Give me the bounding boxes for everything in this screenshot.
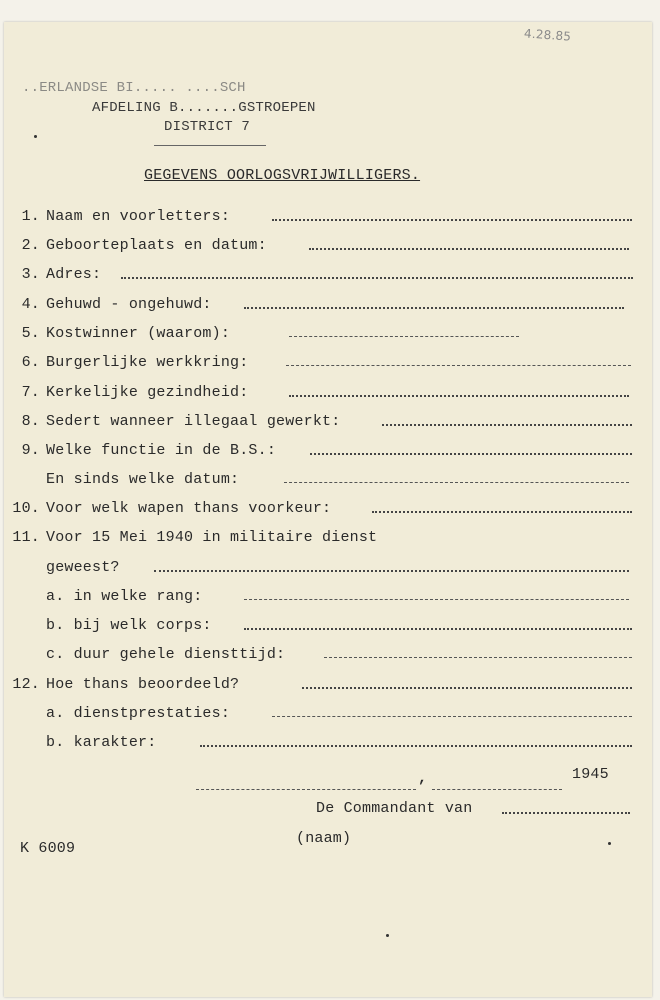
header-line-1: ..ERLANDSE BI..... ....SCH [22, 80, 246, 96]
form-item-1 [4, 208, 230, 225]
item-number: 8. [21, 413, 40, 430]
fill-line [289, 336, 519, 337]
item-label: b. karakter: [46, 734, 157, 751]
fill-line [244, 307, 624, 309]
form-item-11a [4, 588, 202, 605]
form-item-11-geweest [4, 559, 120, 576]
item-label: Kerkelijke gezindheid: [46, 384, 249, 401]
document-page [4, 22, 652, 997]
form-item-9b [4, 471, 239, 488]
item-number: 6. [21, 354, 40, 371]
item-label: Hoe thans beoordeeld? [46, 676, 240, 693]
commandant-label: De Commandant van [316, 800, 473, 817]
fill-line [309, 248, 629, 250]
item-number: 9. [21, 442, 40, 459]
fill-line [272, 219, 632, 221]
item-number: 3. [21, 266, 40, 283]
item-label: Naam en voorletters: [46, 208, 231, 225]
item-number: 10. [12, 500, 40, 517]
form-item-11c [4, 646, 285, 663]
item-label: a. dienstprestaties: [46, 705, 231, 722]
item-label: b. bij welk corps: [46, 617, 212, 634]
fill-line [289, 395, 629, 397]
fill-line [310, 453, 632, 455]
commandant-fill-line [502, 812, 630, 814]
form-item-10 [4, 500, 331, 517]
form-item-12b [4, 734, 156, 751]
form-item-4 [4, 296, 212, 313]
fill-line [272, 716, 632, 717]
item-number: 4. [21, 296, 40, 313]
item-number: 12. [12, 676, 40, 693]
date-comma: , [418, 770, 428, 787]
item-label: Geboorteplaats en datum: [46, 237, 267, 254]
fill-line [200, 745, 632, 747]
form-item-2 [4, 237, 267, 254]
fill-line [302, 687, 632, 689]
fill-line [244, 628, 632, 630]
item-label: Sedert wanneer illegaal gewerkt: [46, 413, 341, 430]
item-number: 7. [21, 384, 40, 401]
pencil-annotation: 4.28.85 [523, 26, 572, 44]
fill-line [324, 657, 632, 658]
fill-line [372, 511, 632, 513]
item-label: Voor welk wapen thans voorkeur: [46, 500, 332, 517]
header-rule [154, 145, 266, 146]
form-code: K 6009 [20, 840, 76, 857]
form-title: GEGEVENS OORLOGSVRIJWILLIGERS. [144, 167, 421, 184]
item-label: a. in welke rang: [46, 588, 203, 605]
form-item-11b [4, 617, 212, 634]
item-label: Welke functie in de B.S.: [46, 442, 277, 459]
form-item-8 [4, 413, 340, 430]
item-label: Kostwinner (waarom): [46, 325, 231, 342]
item-label: Voor 15 Mei 1940 in militaire dienst [46, 529, 378, 546]
form-item-5 [4, 325, 230, 342]
fill-line [244, 599, 629, 600]
year: 1945 [572, 766, 609, 783]
item-label: Gehuwd - ongehuwd: [46, 296, 212, 313]
margin-mark [34, 135, 37, 138]
fill-line [382, 424, 632, 426]
date-fill-line [432, 789, 562, 790]
ink-speck [608, 842, 611, 845]
form-item-12 [4, 676, 239, 693]
item-number: 1. [21, 208, 40, 225]
naam-label: (naam) [296, 830, 352, 847]
item-number: 2. [21, 237, 40, 254]
fill-line [121, 277, 633, 279]
item-label: En sinds welke datum: [46, 471, 240, 488]
form-item-12a [4, 705, 230, 722]
item-label: geweest? [46, 559, 120, 576]
item-label: Burgerlijke werkkring: [46, 354, 249, 371]
ink-speck [386, 934, 389, 937]
item-label: Adres: [46, 266, 102, 283]
form-item-6 [4, 354, 248, 371]
form-item-3 [4, 266, 101, 283]
form-item-7 [4, 384, 248, 401]
place-fill-line [196, 789, 416, 790]
fill-line [154, 570, 629, 572]
header-line-2: AFDELING B.......GSTROEPEN [92, 100, 316, 116]
form-item-11 [4, 529, 377, 546]
fill-line [286, 365, 631, 366]
item-number: 11. [12, 529, 40, 546]
header-line-3: DISTRICT 7 [164, 119, 251, 135]
item-number: 5. [21, 325, 40, 342]
fill-line [284, 482, 629, 483]
form-item-9 [4, 442, 276, 459]
item-label: c. duur gehele diensttijd: [46, 646, 286, 663]
